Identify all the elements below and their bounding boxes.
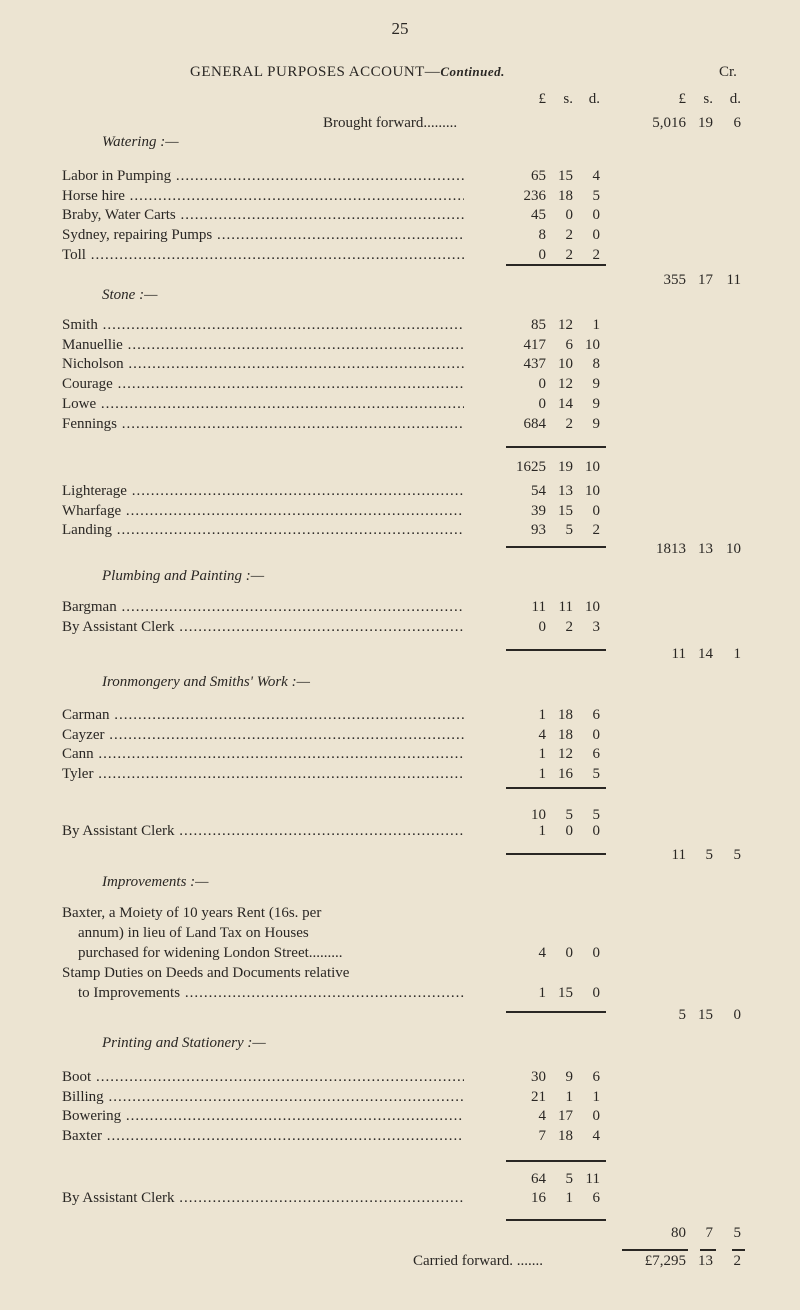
section-heading: Improvements :— bbox=[102, 874, 209, 890]
item-amount-l: 0 bbox=[538, 618, 546, 635]
item-label: Fennings ..... bbox=[62, 415, 464, 433]
item-amount-l: 7 bbox=[538, 1128, 546, 1145]
item-amount-l: 0 bbox=[538, 376, 546, 393]
item-amount-l: 1 bbox=[538, 985, 546, 1001]
item-label: Manuellie ..... bbox=[62, 336, 464, 354]
section-total-l: 1813 bbox=[656, 541, 686, 557]
item-amount-s: 9 bbox=[565, 1069, 573, 1085]
section-total-l: 355 bbox=[663, 272, 686, 288]
item-amount-d: 0 bbox=[592, 227, 600, 244]
item-amount-d: 0 bbox=[592, 502, 600, 519]
item-amount-d: 0 bbox=[592, 207, 600, 224]
item-amount-d: 4 bbox=[592, 168, 600, 184]
item-amount-s: 15 bbox=[558, 502, 573, 519]
item-amount-s: 14 bbox=[558, 395, 573, 412]
item-amount-l: 54 bbox=[531, 483, 546, 499]
item-label: Tyler ..... bbox=[62, 765, 464, 783]
item-label: By Assistant Clerk ..... bbox=[62, 1189, 464, 1207]
section-total-s: 15 bbox=[698, 1007, 713, 1023]
rule bbox=[732, 1249, 745, 1251]
item-amount-s: 2 bbox=[565, 618, 573, 635]
item-amount-d: 9 bbox=[592, 376, 600, 393]
item-amount-d: 10 bbox=[585, 599, 600, 615]
item-label: Boot ..... bbox=[62, 1068, 464, 1086]
item-amount-l: 1 bbox=[538, 823, 546, 839]
section-total-d: 10 bbox=[726, 541, 741, 557]
brought-forward-label: Brought forward......... bbox=[323, 115, 458, 131]
credit-label: Cr. bbox=[719, 64, 737, 80]
item-amount-d: 6 bbox=[592, 1190, 600, 1206]
item-amount-s: 6 bbox=[565, 336, 573, 353]
section-heading: Ironmongery and Smiths' Work :— bbox=[102, 674, 310, 690]
item-amount-s: 15 bbox=[558, 168, 573, 184]
item-label: Braby, Water Carts ..... bbox=[62, 206, 464, 224]
rule bbox=[506, 264, 606, 266]
item-amount-d: 9 bbox=[592, 415, 600, 432]
item-label: Cann ..... bbox=[62, 745, 464, 763]
item-amount-l: 1 bbox=[538, 707, 546, 723]
item-amount-s: 18 bbox=[558, 187, 573, 204]
item-amount-l: 4 bbox=[538, 726, 546, 743]
item-amount-l: 1 bbox=[538, 766, 546, 783]
item-amount-l: 236 bbox=[523, 187, 546, 204]
rule bbox=[700, 1249, 716, 1251]
item-amount-d: 4 bbox=[592, 1128, 600, 1145]
item-amount-l: 45 bbox=[531, 207, 546, 224]
section-heading: Watering :— bbox=[102, 134, 179, 150]
subtotal-s: 19 bbox=[558, 459, 573, 475]
rule bbox=[506, 1160, 606, 1162]
item-label: Baxter ..... bbox=[62, 1127, 464, 1145]
section-total-l: 11 bbox=[671, 646, 686, 662]
item-label: Bargman ..... bbox=[62, 598, 464, 616]
item-amount-d: 3 bbox=[592, 618, 600, 635]
item-amount-d: 2 bbox=[592, 522, 600, 539]
item-label: By Assistant Clerk ..... bbox=[62, 618, 464, 636]
item-label: Bowering ..... bbox=[62, 1107, 464, 1125]
carried-forward-s: 13 bbox=[698, 1253, 713, 1269]
subtotal-d: 5 bbox=[592, 807, 600, 823]
item-amount-l: 39 bbox=[531, 502, 546, 519]
item-amount-d: 6 bbox=[592, 1069, 600, 1085]
section-total-s: 5 bbox=[705, 847, 713, 863]
carried-forward-d: 2 bbox=[733, 1253, 741, 1269]
rule bbox=[506, 649, 606, 651]
carried-forward-l: £7,295 bbox=[644, 1253, 686, 1269]
page-title: GENERAL PURPOSES ACCOUNT—Continued. bbox=[190, 64, 505, 80]
item-label: Billing ..... bbox=[62, 1088, 464, 1106]
item-amount-l: 21 bbox=[531, 1088, 546, 1105]
item-amount-s: 1 bbox=[565, 1088, 573, 1105]
item-amount-l: 0 bbox=[538, 246, 546, 263]
section-total-d: 5 bbox=[733, 1225, 741, 1241]
item-label: Lighterage ..... bbox=[62, 482, 464, 500]
rule bbox=[506, 446, 606, 448]
section-total-d: 0 bbox=[733, 1007, 741, 1023]
page-number: 25 bbox=[391, 19, 409, 38]
item-amount-s: 10 bbox=[558, 356, 573, 373]
rule bbox=[622, 1249, 688, 1251]
carried-forward-label: Carried forward. ....... bbox=[413, 1253, 543, 1269]
item-amount-s: 2 bbox=[565, 415, 573, 432]
item-label: Cayzer ..... bbox=[62, 726, 464, 744]
section-total-l: 5 bbox=[678, 1007, 686, 1023]
item-amount-d: 2 bbox=[592, 246, 600, 263]
subtotal-l: 10 bbox=[531, 807, 546, 823]
col-head-in-d: d. bbox=[588, 91, 600, 107]
item-amount-s: 18 bbox=[558, 726, 573, 743]
item-amount-l: 30 bbox=[531, 1069, 546, 1085]
item-amount-l: 11 bbox=[531, 599, 546, 615]
item-amount-s: 12 bbox=[558, 376, 573, 393]
item-amount-s: 17 bbox=[558, 1108, 573, 1125]
item-amount-s: 18 bbox=[558, 1128, 573, 1145]
col-head-out-l: £ bbox=[678, 91, 686, 107]
item-amount-d: 1 bbox=[592, 317, 600, 333]
item-amount-s: 12 bbox=[558, 317, 573, 333]
col-head-in-s: s. bbox=[563, 91, 573, 107]
rule bbox=[506, 546, 606, 548]
item-label: Wharfage ..... bbox=[62, 502, 464, 520]
item-label: Toll ..... bbox=[62, 246, 464, 264]
item-label: Horse hire ..... bbox=[62, 187, 464, 205]
item-label: Nicholson ..... bbox=[62, 355, 464, 373]
section-total-d: 1 bbox=[733, 646, 741, 662]
item-amount-s: 0 bbox=[565, 823, 573, 839]
item-amount-d: 0 bbox=[592, 726, 600, 743]
item-amount-s: 0 bbox=[565, 207, 573, 224]
item-amount-l: 8 bbox=[538, 227, 546, 244]
item-amount-d: 6 bbox=[592, 746, 600, 763]
item-amount-d: 10 bbox=[585, 336, 600, 353]
item-amount-s: 2 bbox=[565, 227, 573, 244]
rule bbox=[506, 787, 606, 789]
item-amount-s: 18 bbox=[558, 707, 573, 723]
col-head-in-l: £ bbox=[538, 91, 546, 107]
section-heading: Plumbing and Painting :— bbox=[102, 568, 265, 584]
col-head-out-s: s. bbox=[703, 91, 713, 107]
item-amount-d: 10 bbox=[585, 483, 600, 499]
rule bbox=[506, 1219, 606, 1221]
item-amount-s: 13 bbox=[558, 483, 573, 499]
item-amount-l: 93 bbox=[531, 522, 546, 539]
subtotal-s: 5 bbox=[565, 1171, 573, 1187]
item-label: Courage ..... bbox=[62, 375, 464, 393]
section-total-s: 17 bbox=[698, 272, 713, 288]
item-label: Sydney, repairing Pumps ..... bbox=[62, 226, 464, 244]
item-amount-d: 1 bbox=[592, 1088, 600, 1105]
item-label: Landing ..... bbox=[62, 521, 464, 539]
section-heading: Stone :— bbox=[102, 287, 158, 303]
item-amount-d: 5 bbox=[592, 187, 600, 204]
item-amount-l: 437 bbox=[523, 356, 546, 373]
subtotal-d: 10 bbox=[585, 459, 600, 475]
item-amount-s: 15 bbox=[558, 985, 573, 1001]
item-amount-d: 8 bbox=[592, 356, 600, 373]
item-amount-l: 16 bbox=[531, 1190, 546, 1206]
item-amount-l: 417 bbox=[523, 336, 546, 353]
brought-forward-l: 5,016 bbox=[652, 115, 686, 131]
item-amount-s: 0 bbox=[565, 945, 573, 961]
item-amount-l: 0 bbox=[538, 395, 546, 412]
item-amount-s: 16 bbox=[558, 766, 573, 783]
improvement-line: Stamp Duties on Deeds and Documents relative bbox=[62, 965, 350, 981]
section-total-d: 5 bbox=[733, 847, 741, 863]
item-amount-s: 2 bbox=[565, 246, 573, 263]
item-amount-d: 5 bbox=[592, 766, 600, 783]
subtotal-l: 64 bbox=[531, 1171, 546, 1187]
subtotal-d: 11 bbox=[585, 1171, 600, 1187]
item-label: Smith ..... bbox=[62, 316, 464, 334]
item-label: Carman ..... bbox=[62, 706, 464, 724]
item-label: Lowe ..... bbox=[62, 395, 464, 413]
section-total-s: 14 bbox=[698, 646, 713, 662]
section-heading: Printing and Stationery :— bbox=[102, 1035, 266, 1051]
section-total-s: 13 bbox=[698, 541, 713, 557]
item-amount-s: 5 bbox=[565, 522, 573, 539]
item-amount-l: 1 bbox=[538, 746, 546, 763]
item-label: By Assistant Clerk ..... bbox=[62, 822, 464, 840]
improvement-line: annum) in lieu of Land Tax on Houses bbox=[78, 925, 309, 941]
col-head-out-d: d. bbox=[729, 91, 741, 107]
subtotal-l: 1625 bbox=[516, 459, 546, 475]
item-amount-d: 0 bbox=[592, 1108, 600, 1125]
subtotal-s: 5 bbox=[565, 807, 573, 823]
section-total-l: 80 bbox=[671, 1225, 686, 1241]
item-amount-l: 4 bbox=[538, 1108, 546, 1125]
rule bbox=[506, 853, 606, 855]
item-label: Labor in Pumping ..... bbox=[62, 167, 464, 185]
rule bbox=[506, 1011, 606, 1013]
item-amount-d: 0 bbox=[592, 945, 600, 961]
improvement-line: to Improvements ..... bbox=[78, 984, 464, 1002]
brought-forward-d: 6 bbox=[733, 115, 741, 131]
item-amount-d: 0 bbox=[592, 823, 600, 839]
improvement-line: purchased for widening London Street......... bbox=[78, 945, 343, 961]
brought-forward-s: 19 bbox=[698, 115, 713, 131]
section-total-l: 11 bbox=[671, 847, 686, 863]
item-amount-d: 0 bbox=[592, 985, 600, 1001]
section-total-s: 7 bbox=[705, 1225, 713, 1241]
section-total-d: 11 bbox=[726, 272, 741, 288]
item-amount-s: 12 bbox=[558, 746, 573, 763]
item-amount-l: 4 bbox=[538, 945, 546, 961]
item-amount-s: 11 bbox=[558, 599, 573, 615]
item-amount-d: 6 bbox=[592, 707, 600, 723]
improvement-line: Baxter, a Moiety of 10 years Rent (16s. per bbox=[62, 905, 322, 921]
item-amount-l: 65 bbox=[531, 168, 546, 184]
item-amount-l: 684 bbox=[523, 415, 546, 432]
item-amount-d: 9 bbox=[592, 395, 600, 412]
item-amount-s: 1 bbox=[565, 1190, 573, 1206]
item-amount-l: 85 bbox=[531, 317, 546, 333]
